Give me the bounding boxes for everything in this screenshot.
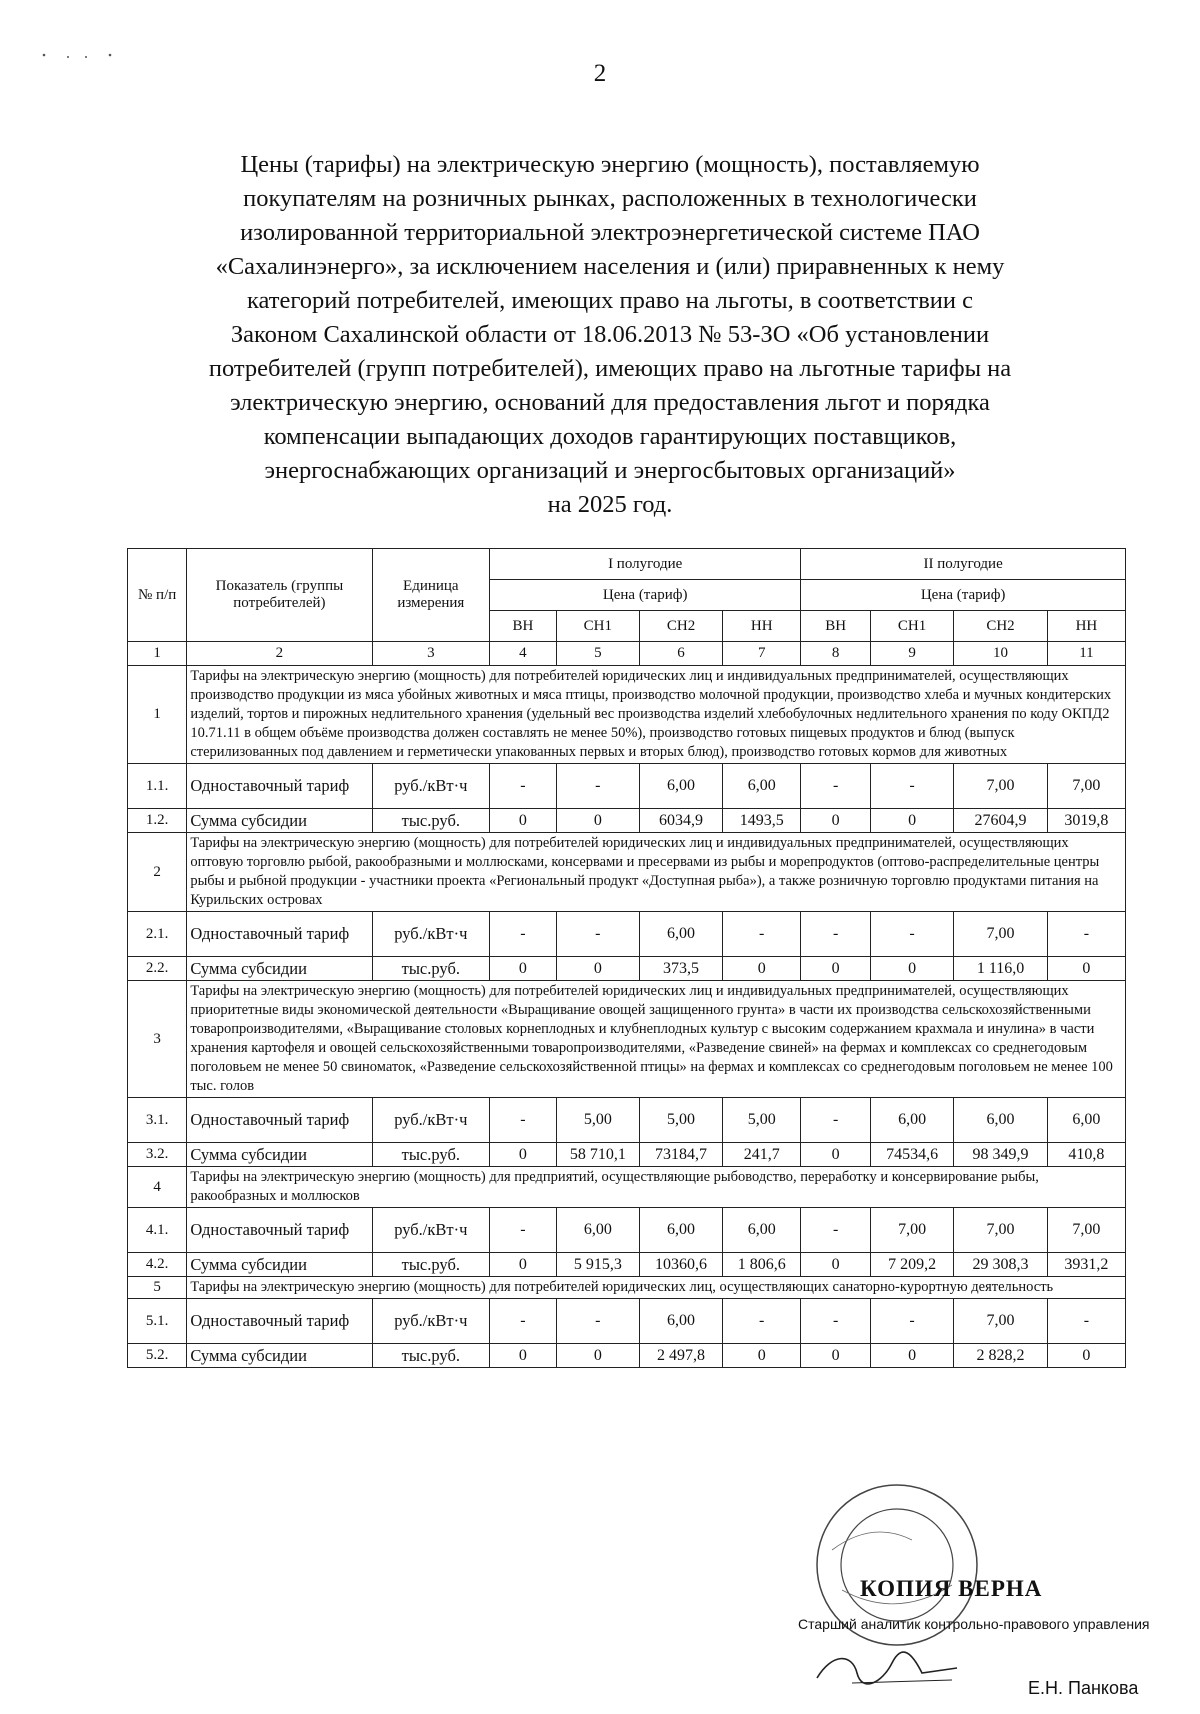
row-number: 4.2. <box>128 1253 187 1277</box>
row-number: 1.2. <box>128 809 187 833</box>
header-num: № п/п <box>128 549 187 642</box>
header-level: СН1 <box>556 611 639 642</box>
row-unit: руб./кВт·ч <box>372 912 490 957</box>
row-value: 0 <box>490 1143 557 1167</box>
row-value: - <box>556 764 639 809</box>
row-number: 2.1. <box>128 912 187 957</box>
row-number: 4.1. <box>128 1208 187 1253</box>
row-value: 0 <box>801 1143 871 1167</box>
row-value: - <box>801 1208 871 1253</box>
table-row <box>128 1299 1126 1344</box>
row-unit: тыс.руб. <box>372 1253 490 1277</box>
title-line: электрическую энергию, оснований для предоставления льгот и порядка <box>230 389 990 416</box>
row-unit: тыс.руб. <box>372 1143 490 1167</box>
row-name: Сумма субсидии <box>187 1253 372 1277</box>
row-number: 3.1. <box>128 1098 187 1143</box>
column-numbers-row <box>128 642 1126 666</box>
row-value: - <box>801 764 871 809</box>
section-row <box>128 1167 1126 1208</box>
row-name: Одноставочный тариф <box>187 1299 372 1344</box>
row-number: 1.1. <box>128 764 187 809</box>
table-row <box>128 1143 1126 1167</box>
tariff-table <box>127 548 1126 1368</box>
row-value: - <box>490 1098 557 1143</box>
row-value: 0 <box>556 957 639 981</box>
row-value: 6,00 <box>723 764 801 809</box>
row-unit: руб./кВт·ч <box>372 1098 490 1143</box>
row-value: 0 <box>723 1344 801 1368</box>
row-value: 2 497,8 <box>639 1344 722 1368</box>
row-value: 6,00 <box>639 912 722 957</box>
row-value: 7,00 <box>1047 764 1125 809</box>
row-value: - <box>556 1299 639 1344</box>
row-value: 3019,8 <box>1047 809 1125 833</box>
row-value: 0 <box>1047 957 1125 981</box>
row-value: 7,00 <box>954 764 1048 809</box>
row-number: 2.2. <box>128 957 187 981</box>
header-level: ВН <box>801 611 871 642</box>
row-name: Одноставочный тариф <box>187 1098 372 1143</box>
title-line: потребителей (групп потребителей), имеющих право на льготные тарифы на <box>208 355 1012 382</box>
row-value: 6,00 <box>954 1098 1048 1143</box>
row-value: - <box>870 1299 953 1344</box>
row-unit: тыс.руб. <box>372 957 490 981</box>
row-value: 29 308,3 <box>954 1253 1048 1277</box>
header-price2: Цена (тариф) <box>801 580 1126 611</box>
row-value: - <box>723 912 801 957</box>
row-unit: руб./кВт·ч <box>372 1299 490 1344</box>
header-price1: Цена (тариф) <box>490 580 801 611</box>
header-level: НН <box>723 611 801 642</box>
section-row <box>128 666 1126 764</box>
section-description: Тарифы на электрическую энергию (мощность) для потребителей юридических лиц, осуществляющих санаторно-курортную деятельность <box>187 1277 1126 1299</box>
column-number: 7 <box>723 642 801 666</box>
row-value: 0 <box>801 809 871 833</box>
row-value: 0 <box>490 809 557 833</box>
row-value: - <box>801 1299 871 1344</box>
row-value: 5,00 <box>556 1098 639 1143</box>
title-line: компенсации выпадающих доходов гарантирующих поставщиков, <box>263 423 957 450</box>
row-value: 1493,5 <box>723 809 801 833</box>
row-value: - <box>870 764 953 809</box>
row-value: - <box>870 912 953 957</box>
section-description: Тарифы на электрическую энергию (мощность) для потребителей юридических лиц и индивидуальных предпринимателей, осуществляющих оптовую торговлю рыбой, ракообразными и моллюсками, консервами и пресервами из рыбы и морепродуктов (оптово-распределительные центры рыбы и рыбной продукции - участники проекта «Региональный продукт «Доступная рыба»), а также розничную торговлю продуктами питания на Курильских островах <box>187 833 1126 912</box>
header-half1: I полугодие <box>490 549 801 580</box>
row-value: 10360,6 <box>639 1253 722 1277</box>
row-value: 0 <box>556 809 639 833</box>
row-value: 6,00 <box>639 764 722 809</box>
row-value: 0 <box>490 1253 557 1277</box>
header-level: НН <box>1047 611 1125 642</box>
row-value: 7,00 <box>954 1208 1048 1253</box>
certifier-position: Старший аналитик контрольно-правового управления <box>798 1616 1150 1632</box>
section-row <box>128 981 1126 1098</box>
section-number: 1 <box>128 666 187 764</box>
column-number: 6 <box>639 642 722 666</box>
column-number: 4 <box>490 642 557 666</box>
table-row <box>128 764 1126 809</box>
row-value: 410,8 <box>1047 1143 1125 1167</box>
table-row <box>128 912 1126 957</box>
row-unit: тыс.руб. <box>372 809 490 833</box>
row-value: 0 <box>801 1253 871 1277</box>
row-value: 0 <box>1047 1344 1125 1368</box>
section-number: 5 <box>128 1277 187 1299</box>
table-row <box>128 1098 1126 1143</box>
row-value: 27604,9 <box>954 809 1048 833</box>
row-value: 6,00 <box>723 1208 801 1253</box>
section-number: 3 <box>128 981 187 1098</box>
row-value: 98 349,9 <box>954 1143 1048 1167</box>
section-description: Тарифы на электрическую энергию (мощность) для потребителей юридических лиц и индивидуальных предпринимателей, осуществляющих производство продукции из мяса убойных животных и мяса птицы, производство молочной продукции, производство хлеба и мучных кондитерских изделий, тортов и пирожных недлительного хранения (удельный вес производства изделий хлебобулочных недлительного хранения по коду ОКПД2 10.71.11 в общем объёме производства должен составлять не менее 50%), производство готовых пищевых продуктов и блюд (выпуск стерилизованных под давлением и герметически упакованных первых и вторых блюд), производство готовых кормов для животных <box>187 666 1126 764</box>
row-value: 6,00 <box>556 1208 639 1253</box>
row-value: 7,00 <box>870 1208 953 1253</box>
title-line: изолированной территориальной электроэнергетической системе ПАО <box>240 219 980 246</box>
table-row <box>128 809 1126 833</box>
row-name: Одноставочный тариф <box>187 912 372 957</box>
table-row <box>128 1344 1126 1368</box>
column-number: 3 <box>372 642 490 666</box>
table-row <box>128 1208 1126 1253</box>
title-line: Законом Сахалинской области от 18.06.2013 № 53-ЗО «Об установлении <box>230 321 990 348</box>
row-value: 0 <box>870 957 953 981</box>
column-number: 9 <box>870 642 953 666</box>
column-number: 1 <box>128 642 187 666</box>
header-half2: II полугодие <box>801 549 1126 580</box>
row-value: 0 <box>723 957 801 981</box>
row-name: Сумма субсидии <box>187 1344 372 1368</box>
column-number: 10 <box>954 642 1048 666</box>
row-value: 2 828,2 <box>954 1344 1048 1368</box>
row-value: 5,00 <box>723 1098 801 1143</box>
row-value: 0 <box>870 1344 953 1368</box>
section-number: 4 <box>128 1167 187 1208</box>
row-value: 7,00 <box>954 912 1048 957</box>
title-line: «Сахалинэнерго», за исключением населения и (или) приравненных к нему <box>215 253 1005 280</box>
row-number: 3.2. <box>128 1143 187 1167</box>
row-value: 0 <box>870 809 953 833</box>
row-value: - <box>556 912 639 957</box>
row-value: 373,5 <box>639 957 722 981</box>
title-line: покупателям на розничных рынках, расположенных в технологически <box>243 185 977 212</box>
row-value: 6,00 <box>639 1208 722 1253</box>
certifier-name: Е.Н. Панкова <box>1028 1678 1139 1698</box>
row-value: 73184,7 <box>639 1143 722 1167</box>
row-name: Сумма субсидии <box>187 957 372 981</box>
row-value: 0 <box>801 1344 871 1368</box>
title-line: Цены (тарифы) на электрическую энергию (мощность), поставляемую <box>240 151 980 178</box>
row-value: 0 <box>490 1344 557 1368</box>
row-value: - <box>801 912 871 957</box>
signature-icon <box>812 1648 962 1688</box>
title-line: энергоснабжающих организаций и энергосбытовых организаций» <box>264 457 956 484</box>
row-value: - <box>1047 912 1125 957</box>
row-name: Сумма субсидии <box>187 1143 372 1167</box>
row-value: 1 806,6 <box>723 1253 801 1277</box>
row-unit: тыс.руб. <box>372 1344 490 1368</box>
row-value: 0 <box>801 957 871 981</box>
row-number: 5.1. <box>128 1299 187 1344</box>
row-name: Сумма субсидии <box>187 809 372 833</box>
table-row <box>128 1253 1126 1277</box>
row-value: - <box>490 1299 557 1344</box>
section-row <box>128 1277 1126 1299</box>
table-row <box>128 957 1126 981</box>
header-level: СН2 <box>639 611 722 642</box>
section-row <box>128 833 1126 912</box>
row-value: 6,00 <box>639 1299 722 1344</box>
header-unit: Единица измерения <box>372 549 490 642</box>
column-number: 8 <box>801 642 871 666</box>
column-number: 2 <box>187 642 372 666</box>
title-line: на 2025 год. <box>547 491 673 518</box>
row-name: Одноставочный тариф <box>187 764 372 809</box>
row-value: - <box>490 912 557 957</box>
row-value: 5,00 <box>639 1098 722 1143</box>
column-number: 5 <box>556 642 639 666</box>
header-level: СН1 <box>870 611 953 642</box>
row-value: - <box>801 1098 871 1143</box>
header-level: СН2 <box>954 611 1048 642</box>
row-value: 6,00 <box>1047 1098 1125 1143</box>
section-number: 2 <box>128 833 187 912</box>
row-value: 0 <box>490 957 557 981</box>
header-indicator: Показатель (группы потребителей) <box>187 549 372 642</box>
row-value: - <box>723 1299 801 1344</box>
row-value: - <box>490 1208 557 1253</box>
certified-copy-title: КОПИЯ ВЕРНА <box>860 1576 1043 1601</box>
row-number: 5.2. <box>128 1344 187 1368</box>
row-value: 241,7 <box>723 1143 801 1167</box>
column-number: 11 <box>1047 642 1125 666</box>
row-value: 7,00 <box>1047 1208 1125 1253</box>
row-value: - <box>490 764 557 809</box>
row-value: 6,00 <box>870 1098 953 1143</box>
row-unit: руб./кВт·ч <box>372 1208 490 1253</box>
row-value: - <box>1047 1299 1125 1344</box>
section-description: Тарифы на электрическую энергию (мощность) для потребителей юридических лиц и индивидуальных предпринимателей, осуществляющих приоритетные виды экономической деятельности «Выращивание овощей защищенного грунта» в части их производства сельскохозяйственными товаропроизводителями, «Выращивание столовых корнеплодных и клубнеплодных культур с высоким содержанием крахмала и инулина» в части хранения картофеля и овощей сельскохозяйственными товаропроизводителями, «Разведение свиней» на фермах и комплексах со среднегодовым поголовьем не менее 50 свиноматок, «Разведение сельскохозяйственной птицы» на фермах и комплексах со среднегодовым поголовьем не менее 100 тыс. голов <box>187 981 1126 1098</box>
row-value: 0 <box>556 1344 639 1368</box>
section-description: Тарифы на электрическую энергию (мощность) для предприятий, осуществляющие рыбоводство, переработку и консервирование рыбы, ракообразных и моллюсков <box>187 1167 1126 1208</box>
row-name: Одноставочный тариф <box>187 1208 372 1253</box>
row-value: 6034,9 <box>639 809 722 833</box>
row-value: 7,00 <box>954 1299 1048 1344</box>
header-row-1 <box>128 549 1126 580</box>
title-line: категорий потребителей, имеющих право на льготы, в соответствии с <box>246 287 973 314</box>
row-value: 3931,2 <box>1047 1253 1125 1277</box>
row-value: 5 915,3 <box>556 1253 639 1277</box>
document-title <box>130 148 1090 522</box>
header-level: ВН <box>490 611 557 642</box>
page-number: 2 <box>593 60 607 87</box>
row-value: 74534,6 <box>870 1143 953 1167</box>
row-value: 7 209,2 <box>870 1253 953 1277</box>
row-value: 58 710,1 <box>556 1143 639 1167</box>
row-value: 1 116,0 <box>954 957 1048 981</box>
row-unit: руб./кВт·ч <box>372 764 490 809</box>
